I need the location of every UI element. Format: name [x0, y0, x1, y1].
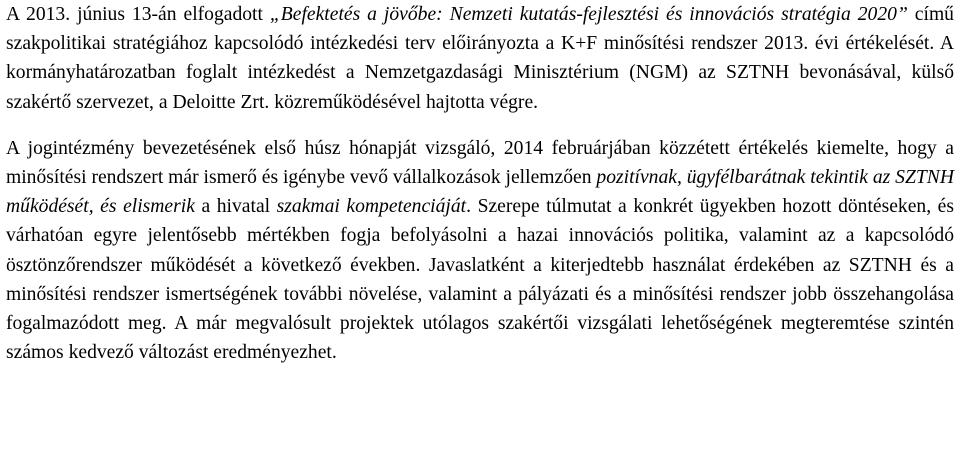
p2-sentence-1-mid: a hivatal	[194, 196, 277, 218]
paragraph-2	[6, 134, 954, 368]
p2-sentence-2: Szerepe túlmutat a konkrét ügyekben hozott döntéseken, és várhatóan egyre jelentősebb mértékben fogja befolyásolni a hazai innovációs politika, valamint az a kapcsolódó ösztönzőrendszer működését a következő években.	[6, 196, 955, 276]
p1-sentence-2: A kormányhatározatban foglalt intézkedést a Nemzetgazdasági Minisztérium (NGM) az SZTNH bevonásával, külső szakértő szervezet, a Deloitte Zrt. közreműködésével hajtotta végre.	[6, 33, 955, 113]
p1-strategy-title: „Befektetés a jövőbe: Nemzeti kutatás-fejlesztési és innovációs stratégia 2020”	[269, 4, 908, 25]
paragraph-1	[6, 0, 954, 117]
p2-quote-2: szakmai kompetenciáját	[276, 196, 467, 218]
p2-sentence-3: Javaslatként a kiterjedtebb használat érdekében az SZTNH és a minősítési rendszer ismertségének további növelése, valamint a pályázati és a minősítési rendszer jobb összehangolása fogalmazódott meg.	[6, 254, 954, 335]
p2-sentence-1-start: A jogintézmény bevezetésének első húsz hónapját vizsgáló, 2014 februárjában közzétett értékelés kiemelte, hogy a minősítési rendszert már ismerő és igénybe vevő vállalkozások jellemzően	[6, 137, 954, 189]
p1-sentence-1-start: A 2013. június 13-án elfogadott	[6, 4, 270, 25]
p2-quote-1: pozitívnak, ügyfélbarátnak tekintik az SZTNH működését, és elismerik	[6, 167, 954, 218]
p2-sentence-1-end: .	[466, 196, 471, 218]
p2-sentence-4: A már megvalósult projektek utólagos szakértői vizsgálati lehetőségének megteremtése szintén számos kedvező változást eredményezhet.	[6, 313, 954, 364]
p1-sentence-1-end: című szakpolitikai stratégiához kapcsolódó intézkedési terv előirányozta a K+F minősítési rendszer 2013. évi értékelését.	[6, 4, 954, 55]
